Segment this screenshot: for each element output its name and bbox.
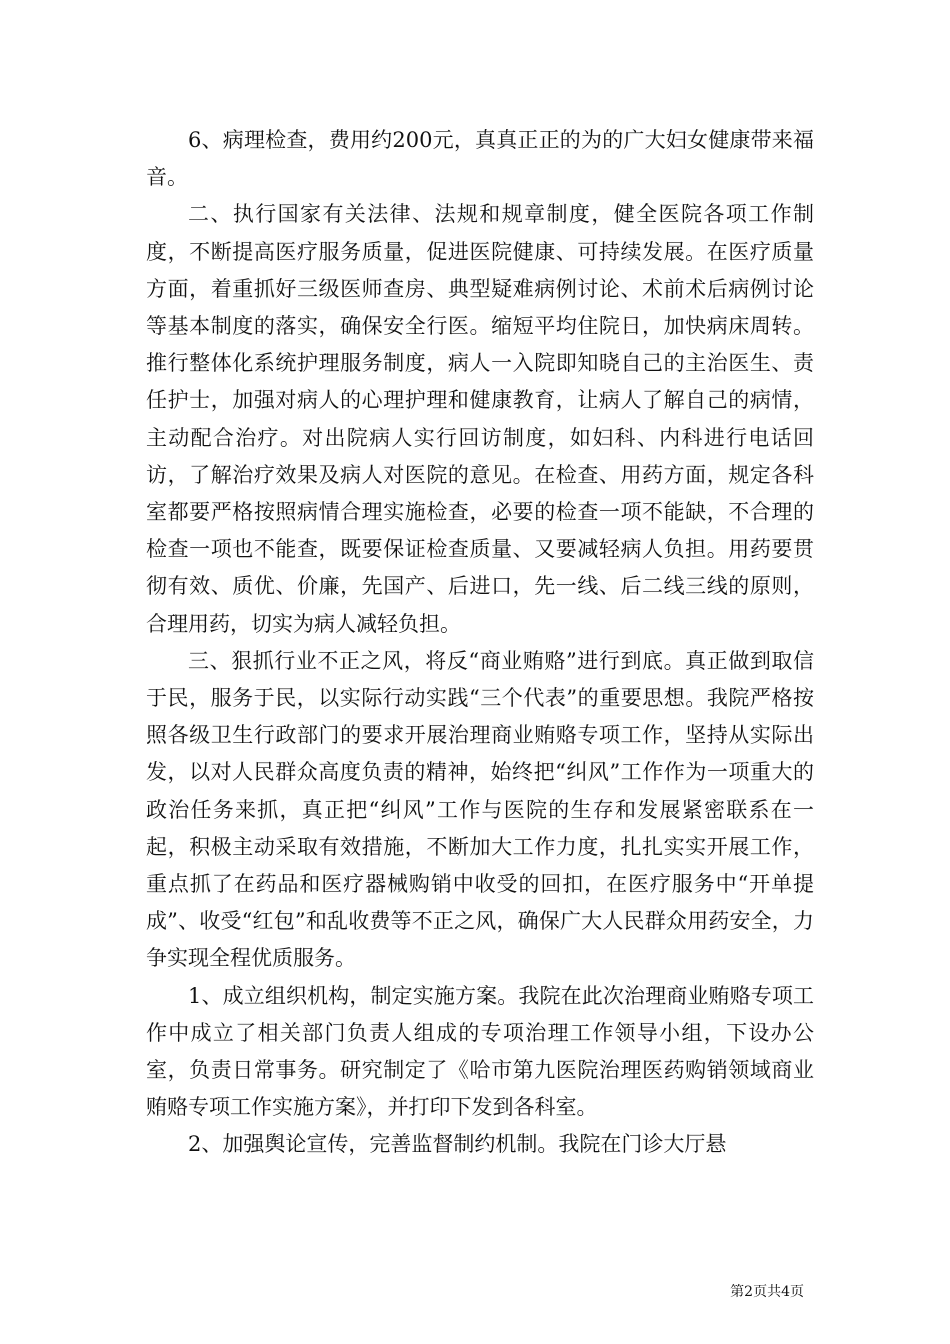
document-body — [146, 122, 814, 1164]
paragraph-item-1: 1、成立组织机构，制定实施方案。我院在此次治理商业贿赂专项工作中成立了相关部门负责人组成的专项治理工作领导小组，下设办公室，负责日常事务。研究制定了《哈市第九医院治理医药购销领域商业贿赂专项工作实施方案》，并打印下发到各科室。 — [146, 983, 814, 1120]
paragraph-section-2: 二、执行国家有关法律、法规和规章制度，健全医院各项工作制度，不断提高医疗服务质量，促进医院健康、可持续发展。在医疗质量方面，着重抓好三级医师查房、典型疑难病例讨论、术前术后病例讨论等基本制度的落实，确保安全行医。缩短平均住院日，加快病床周转。推行整体化系统护理服务制度，病人一入院即知晓自己的主治医生、责任护士，加强对病人的心理护理和健康教育，让病人了解自己的病情，主动配合治疗。对出院病人实行回访制度，如妇科、内科进行电话回访，了解治疗效果及病人对医院的意见。在检查、用药方面，规定各科室都要严格按照病情合理实施检查，必要的检查一项不能缺，不合理的检查一项也不能查，既要保证检查质量、又要减轻病人负担。用药要贯彻有效、质优、价廉，先国产、后进口，先一线、后二线三线的原则，合理用药，切实为病人减轻负担。 — [146, 202, 814, 636]
paragraph-section-3: 三、狠抓行业不正之风，将反“商业贿赂”进行到底。真正做到取信于民，服务于民，以实际行动实践“三个代表”的重要思想。我院严格按照各级卫生行政部门的要求开展治理商业贿赂专项工作，坚持从实际出发，以对人民群众高度负责的精神，始终把“纠风”工作作为一项重大的政治任务来抓，真正把“纠风”工作与医院的生存和发展紧密联系在一起，积极主动采取有效措施，不断加大工作力度，扎扎实实开展工作，重点抓了在药品和医疗器械购销中收受的回扣，在医疗服务中“开单提成”、收受“红包”和乱收费等不正之风，确保广大人民群众用药安全，力争实现全程优质服务。 — [146, 648, 814, 971]
page-number: 第2页共4页 — [730, 1284, 804, 1300]
paragraph-item-6: 6、病理检查，费用约200元，真真正正的为的广大妇女健康带来福音。 — [146, 128, 814, 190]
paragraph-item-2: 2、加强舆论宣传，完善监督制约机制。我院在门诊大厅悬 — [188, 1132, 727, 1157]
